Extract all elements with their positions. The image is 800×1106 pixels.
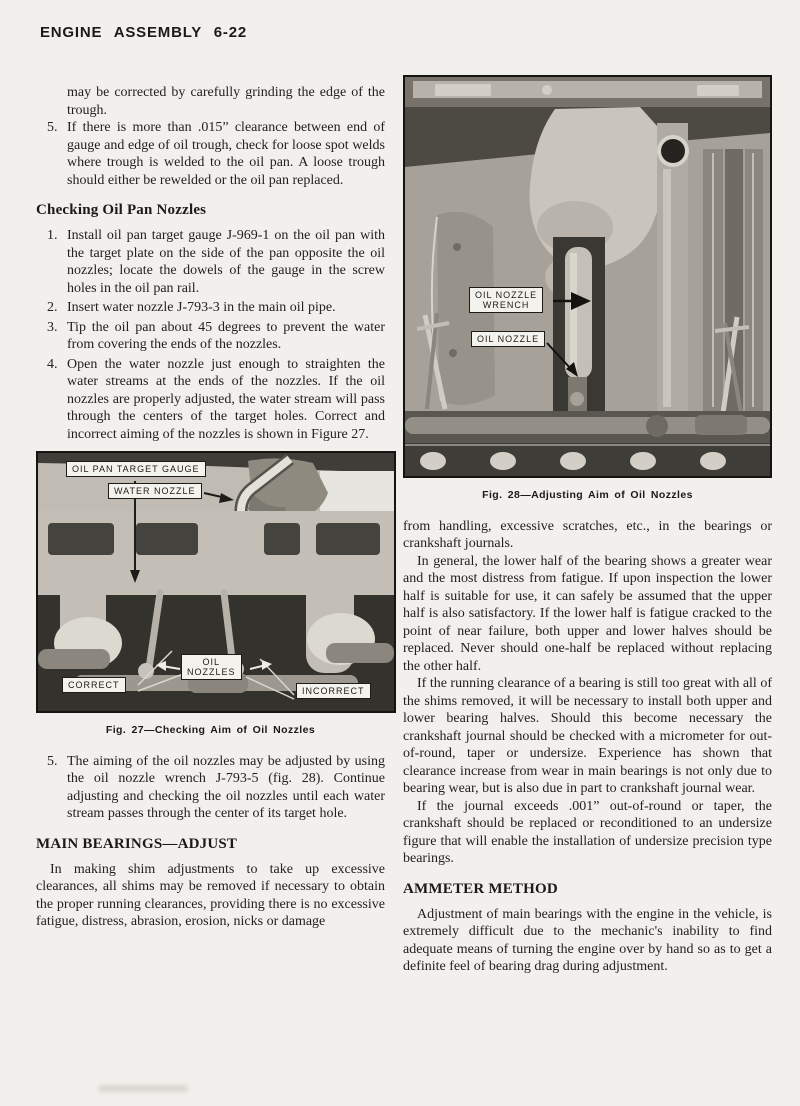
figure-label-oil-nozzle: OIL NOZZLE <box>471 331 545 347</box>
list-item-text: The aiming of the oil nozzles may be adjusted by using the oil nozzle wrench J-793-5 (fig. 28). Continue adjusting and checking the oil nozzles until each water stream passes through the center of its target hole. <box>67 753 385 821</box>
list-item-number: 5. <box>47 753 58 769</box>
figure-label-correct: CORRECT <box>62 677 126 693</box>
continuation-paragraph: may be corrected by carefully grinding the edge of the trough. <box>67 85 385 118</box>
paragraph: In making shim adjustments to take up excessive clearances, all shims may be removed if necessary to obtain the proper running clearances, providing there is no excessive fatigue, distress, abrasion, erosion, nicks or damage <box>36 861 385 929</box>
paragraph: Adjustment of main bearings with the engine in the vehicle, is extremely difficult due to the mechanic's inability to find adequate means of turning the engine over by hand so as to get a definite feel of bearing drag during adjustment. <box>403 906 772 974</box>
paragraph: If the running clearance of a bearing is still too great with all of the shims removed, it will be necessary to install both upper and lower bearing halves. Should this become necessary the crankshaft journal should be checked with a micrometer for out-of-round, taper or undersize. Experience has shown that clearance increase from wear in main bearings is not only due to bearing wear, but is also due in part to crankshaft journal wear. <box>403 676 772 796</box>
figure-28-caption: Fig. 28—Adjusting Aim of Oil Nozzles <box>482 489 693 501</box>
figure-label-oil-nozzle-wrench-line2: WRENCH <box>482 300 530 310</box>
list-item-text: Install oil pan target gauge J-969-1 on the oil pan with the target plate on the side of the pan opposite the oil nozzles; locate the dowels of the gauge in the screw holes in the oil pan rail. <box>67 228 385 296</box>
list-item <box>36 227 385 297</box>
scan-smudge <box>98 1085 188 1092</box>
list-item-number: 3. <box>47 319 58 335</box>
right-column <box>403 75 772 976</box>
list-item <box>36 753 385 823</box>
list-item-number: 4. <box>47 356 58 372</box>
figure-27 <box>36 451 396 713</box>
figure-label-oil-nozzle-wrench-line1: OIL NOZZLE <box>475 290 538 300</box>
list-item <box>36 356 385 444</box>
section-heading-checking-oil-pan-nozzles: Checking Oil Pan Nozzles <box>36 202 207 218</box>
figure-label-oil-pan-target-gauge: OIL PAN TARGET GAUGE <box>66 461 206 477</box>
paragraph: from handling, excessive scratches, etc., in the bearings or crankshaft journals. <box>403 518 772 551</box>
section-heading-main-bearings-adjust: MAIN BEARINGS—ADJUST <box>36 835 238 852</box>
list-item-text: Open the water nozzle just enough to straighten the water streams at the ends of the nozzles. If the oil nozzles are properly adjusted, the water stream will pass through the centers of the target holes. Correct and incorrect aiming of the nozzles is shown in Figure 27. <box>67 356 385 442</box>
figure-label-water-nozzle: WATER NOZZLE <box>108 483 202 499</box>
list-item <box>36 299 385 317</box>
list-item-text: Tip the oil pan about 45 degrees to prevent the water from covering the ends of the nozzles. <box>67 319 385 352</box>
list-item <box>36 119 385 189</box>
figure-28-photo <box>405 77 770 476</box>
list-item-text: Insert water nozzle J-793-3 in the main oil pipe. <box>67 300 336 315</box>
figure-27-caption: Fig. 27—Checking Aim of Oil Nozzles <box>105 724 316 736</box>
left-column <box>36 84 385 931</box>
list-item-number: 2. <box>47 300 58 315</box>
list-item-number: 1. <box>47 228 58 243</box>
figure-label-oil-nozzles-line2: NOZZLES <box>187 667 236 677</box>
figure-label-oil-nozzle-wrench <box>469 287 543 313</box>
paragraph: In general, the lower half of the bearing shows a greater wear and the most distress from fatigue. If upon inspection the lower half is suitable for use, it can safely be assumed that the upper half is also satisfactory. If the lower half is fatigue cracked to the point of near failure, both upper and lower halves should be replaced. Never should one-half be replaced without replacing the other half. <box>403 553 772 674</box>
page-title: ENGINE ASSEMBLY 6-22 <box>40 24 248 41</box>
figure-label-oil-nozzles <box>181 654 242 680</box>
list-item-text: If there is more than .015” clearance between end of gauge and edge of oil trough, check for loose spot welds where trough is welded to the oil pan. A loose trough should either be rewelded or the oil pan replaced. <box>67 120 385 188</box>
figure-label-incorrect: INCORRECT <box>296 683 371 699</box>
figure-label-oil-nozzles-line1: OIL <box>202 657 221 667</box>
section-heading-ammeter-method: AMMETER METHOD <box>403 880 558 897</box>
list-item <box>36 319 385 354</box>
paragraph: If the journal exceeds .001” out-of-round or taper, the crankshaft should be replaced or reconditioned to an undersize figure that will enable the installation of undersize precision type bearings. <box>403 798 772 866</box>
list-item-number: 5. <box>47 120 58 135</box>
figure-28 <box>403 75 772 478</box>
